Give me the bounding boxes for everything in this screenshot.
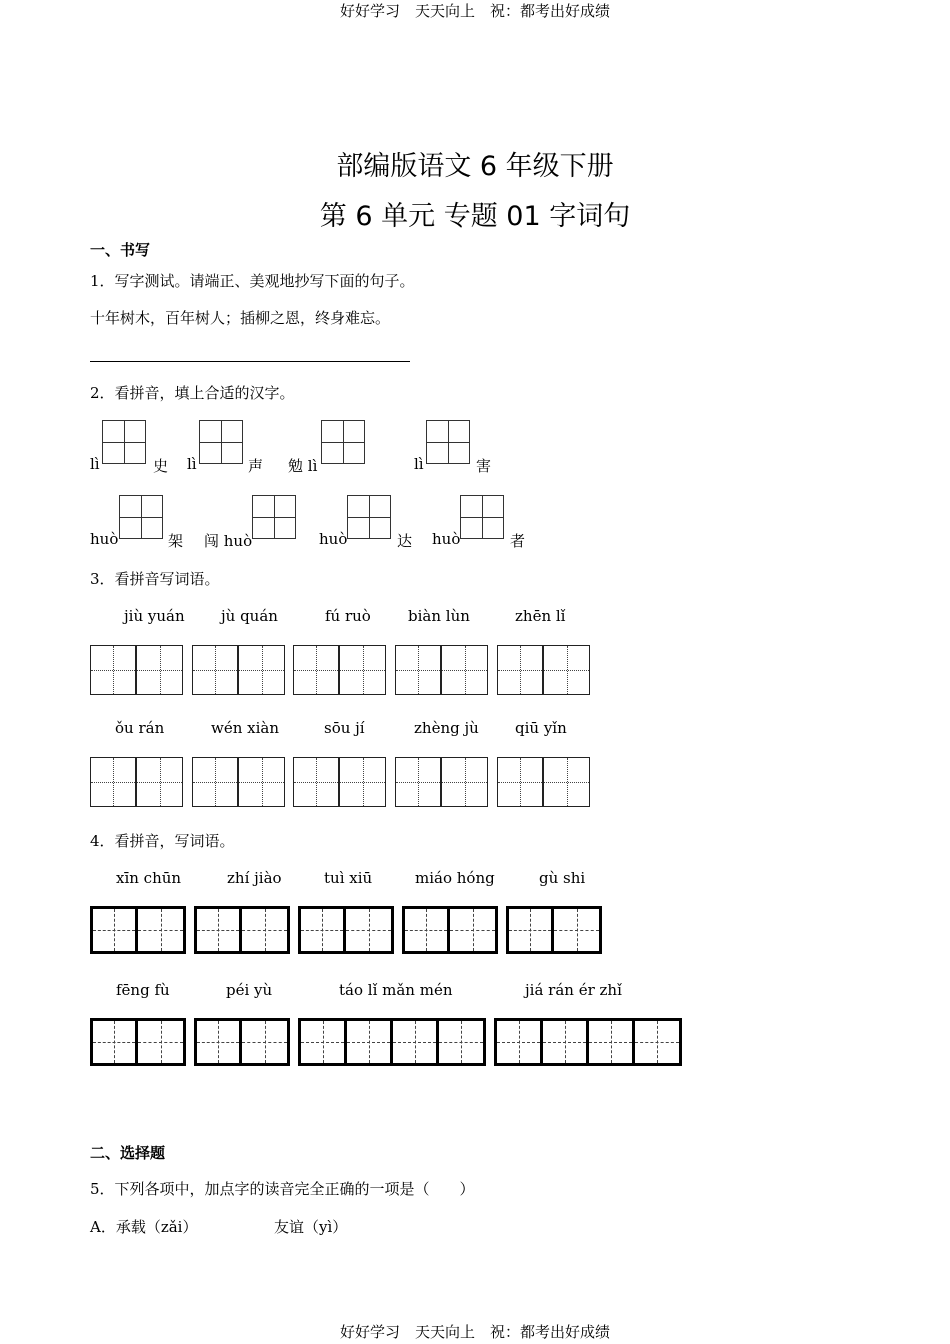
question-2-prompt: 2．看拼音，填上合适的汉字。 <box>90 384 295 402</box>
q3-answer-box[interactable] <box>395 645 488 695</box>
q4-pinyin: jiá rán ér zhǐ <box>525 981 622 999</box>
q2-char: 史 <box>153 457 169 475</box>
question-5-option-a[interactable]: A．承载（zǎi） <box>90 1218 198 1236</box>
q2-pinyin: lì <box>90 455 100 473</box>
q2-pinyin: 勉 lì <box>288 457 318 475</box>
q4-pinyin: táo lǐ mǎn mén <box>339 981 453 999</box>
q2-answer-box[interactable] <box>321 420 365 464</box>
q3-answer-box[interactable] <box>90 757 183 807</box>
q3-answer-box[interactable] <box>395 757 488 807</box>
q4-answer-box[interactable] <box>494 1018 682 1066</box>
question-5-prompt: 5．下列各项中，加点字的读音完全正确的一项是（ ） <box>90 1180 475 1198</box>
q2-char: 架 <box>168 532 184 550</box>
q2-char: 达 <box>397 532 413 550</box>
q4-answer-box[interactable] <box>90 906 186 954</box>
q3-pinyin: sōu jí <box>324 719 365 737</box>
q3-pinyin: jiù yuán <box>124 607 185 625</box>
q2-answer-box[interactable] <box>119 495 163 539</box>
q2-answer-box[interactable] <box>199 420 243 464</box>
page-header: 好好学习 天天向上 祝：都考出好成绩 <box>339 2 610 20</box>
q4-answer-box[interactable] <box>298 906 394 954</box>
q4-answer-box[interactable] <box>402 906 498 954</box>
q4-pinyin: fēng fù <box>116 981 170 999</box>
q3-pinyin: jù quán <box>221 607 278 625</box>
q2-char: 声 <box>248 457 264 475</box>
q2-answer-box[interactable] <box>252 495 296 539</box>
q2-answer-box[interactable] <box>460 495 504 539</box>
q2-pinyin: lì <box>414 455 424 473</box>
q2-pinyin: huò <box>319 530 348 548</box>
q3-pinyin: qiū yǐn <box>515 719 567 737</box>
question-1-prompt: 1．写字测试。请端正、美观地抄写下面的句子。 <box>90 272 415 290</box>
page-footer: 好好学习 天天向上 祝：都考出好成绩 <box>339 1323 610 1341</box>
q4-answer-box[interactable] <box>506 906 602 954</box>
q3-answer-box[interactable] <box>293 645 386 695</box>
q2-answer-box[interactable] <box>426 420 470 464</box>
q3-pinyin: biàn lùn <box>408 607 470 625</box>
q2-pinyin: 闯 huò <box>204 532 253 550</box>
q3-pinyin: ǒu rán <box>115 719 165 737</box>
q3-answer-box[interactable] <box>293 757 386 807</box>
q4-pinyin: tuì xiū <box>324 869 373 887</box>
question-4-prompt: 4．看拼音，写词语。 <box>90 832 235 850</box>
q2-char: 害 <box>476 457 492 475</box>
q4-answer-box[interactable] <box>194 906 290 954</box>
q4-answer-box[interactable] <box>194 1018 290 1066</box>
page-title: 部编版语文 6 年级下册 <box>336 151 614 182</box>
q4-answer-box[interactable] <box>90 1018 186 1066</box>
q4-pinyin: péi yù <box>226 981 273 999</box>
q3-answer-box[interactable] <box>192 757 285 807</box>
question-5-option-a-second: 友谊（yì） <box>274 1218 348 1236</box>
q2-pinyin: lì <box>187 455 197 473</box>
q4-pinyin: gù shi <box>539 869 586 887</box>
q3-answer-box[interactable] <box>192 645 285 695</box>
section-choice-heading: 二、选择题 <box>90 1144 166 1162</box>
page-subtitle: 第 6 单元 专题 01 字词句 <box>319 201 631 232</box>
q4-pinyin: zhí jiào <box>227 869 282 887</box>
q2-char: 者 <box>510 532 526 550</box>
q3-pinyin: fú ruò <box>325 607 371 625</box>
q3-answer-box[interactable] <box>497 757 590 807</box>
question-1-answer-line[interactable] <box>90 361 410 362</box>
question-3-prompt: 3．看拼音写词语。 <box>90 570 220 588</box>
q2-answer-box[interactable] <box>102 420 146 464</box>
q2-answer-box[interactable] <box>347 495 391 539</box>
q2-pinyin: huò <box>432 530 461 548</box>
question-1-sentence: 十年树木，百年树人；插柳之恩，终身难忘。 <box>90 309 391 327</box>
q4-answer-box[interactable] <box>298 1018 486 1066</box>
q2-pinyin: huò <box>90 530 119 548</box>
q3-pinyin: zhēn lǐ <box>515 607 566 625</box>
q3-pinyin: wén xiàn <box>211 719 280 737</box>
q3-answer-box[interactable] <box>90 645 183 695</box>
q4-pinyin: miáo hóng <box>415 869 495 887</box>
q3-answer-box[interactable] <box>497 645 590 695</box>
q3-pinyin: zhèng jù <box>414 719 479 737</box>
section-writing-heading: 一、书写 <box>90 241 151 259</box>
q4-pinyin: xīn chūn <box>116 869 182 887</box>
